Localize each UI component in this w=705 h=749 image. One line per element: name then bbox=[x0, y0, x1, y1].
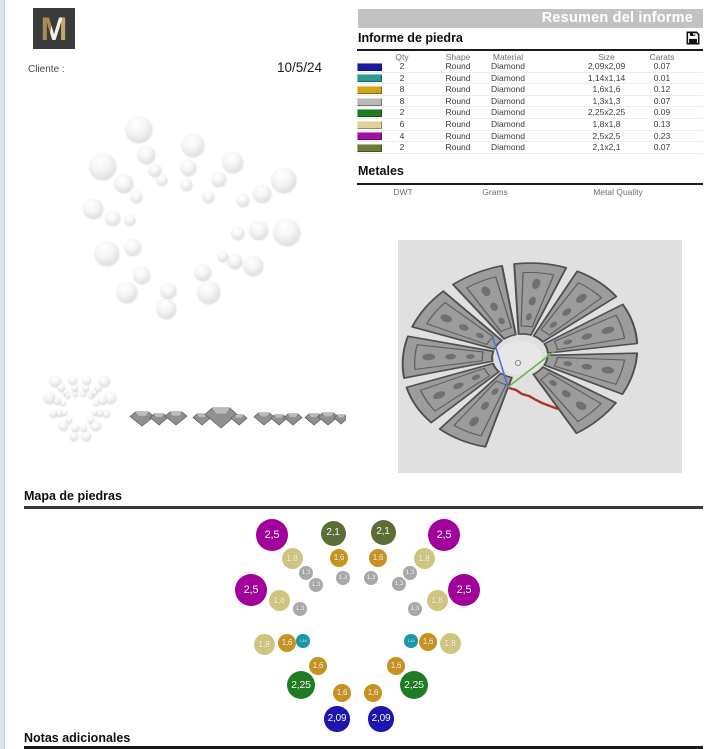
cell-carats: 0.07 bbox=[653, 142, 671, 153]
top-view-stone bbox=[62, 410, 66, 414]
map-stone-1_6: 1,6 bbox=[369, 549, 388, 568]
cell-material: Diamond bbox=[490, 118, 526, 129]
map-stone-1_3: 1,3 bbox=[364, 571, 379, 586]
cell-qty: 4 bbox=[399, 130, 405, 141]
render-stone bbox=[125, 239, 141, 255]
map-stone-2_1: 2,1 bbox=[321, 521, 346, 546]
cell-carats: 0.01 bbox=[653, 72, 671, 83]
cell-qty: 2 bbox=[399, 72, 405, 83]
cell-size: 2,25x2,25 bbox=[587, 107, 626, 118]
render-stone bbox=[181, 179, 192, 190]
cell-size: 2,5x2,5 bbox=[592, 130, 621, 141]
map-stone-2_5: 2,5 bbox=[428, 519, 460, 551]
top-view-stone bbox=[99, 376, 110, 387]
cell-shape: Round bbox=[445, 95, 471, 106]
map-stone-2_09: 2,09 bbox=[324, 706, 349, 731]
cell-shape: Round bbox=[445, 61, 471, 71]
cad-render bbox=[398, 240, 682, 473]
stone-color-swatch bbox=[357, 121, 382, 129]
map-stone-1_3: 1,3 bbox=[336, 571, 351, 586]
top-view-stone bbox=[93, 410, 97, 414]
top-view-stone bbox=[81, 425, 87, 431]
cell-size: 1,6x1,6 bbox=[592, 84, 621, 95]
origin-marker bbox=[515, 360, 520, 365]
map-stone-1_8: 1,8 bbox=[254, 634, 275, 655]
cell-size: 1,14x1,14 bbox=[587, 72, 626, 83]
render-stone bbox=[223, 152, 243, 172]
top-view-stone bbox=[72, 425, 78, 431]
stone-table-row bbox=[357, 131, 703, 143]
map-stone-1_8: 1,8 bbox=[282, 548, 303, 569]
top-view-stone bbox=[50, 410, 57, 417]
render-stone bbox=[274, 219, 300, 245]
top-view-stone bbox=[61, 401, 66, 406]
top-view-stone bbox=[72, 385, 78, 391]
cell-shape: Round bbox=[445, 72, 471, 83]
stone-table-row bbox=[357, 96, 703, 108]
top-view-stone bbox=[99, 397, 106, 404]
map-stone-1_6: 1,6 bbox=[419, 633, 438, 652]
map-stone-1_6: 1,6 bbox=[333, 684, 352, 703]
column-header-size: Size bbox=[598, 52, 615, 62]
map-stone-1_14: 1,14 bbox=[404, 634, 417, 647]
map-stone-1_3: 1,3 bbox=[299, 566, 314, 581]
top-view-stone bbox=[92, 390, 97, 395]
column-header-qty: Qty bbox=[395, 52, 409, 62]
render-stone bbox=[212, 172, 226, 186]
metals-column-header-dwt: DWT bbox=[393, 187, 413, 197]
map-stone-2_25: 2,25 bbox=[287, 671, 315, 699]
map-stone-1_6: 1,6 bbox=[387, 657, 406, 676]
map-stone-2_5: 2,5 bbox=[235, 574, 267, 606]
render-stone bbox=[203, 191, 214, 202]
cell-qty: 8 bbox=[399, 84, 405, 95]
save-icon[interactable] bbox=[686, 31, 700, 45]
stone-color-swatch bbox=[357, 144, 382, 152]
top-view-stone bbox=[69, 376, 77, 384]
render-stone bbox=[181, 160, 196, 175]
cell-carats: 0.07 bbox=[653, 61, 671, 71]
cell-carats: 0.12 bbox=[653, 84, 671, 95]
company-logo bbox=[33, 8, 75, 49]
render-stone bbox=[138, 146, 155, 163]
map-stone-2_09: 2,09 bbox=[368, 706, 393, 731]
cell-size: 2,09x2,09 bbox=[587, 61, 626, 71]
cell-carats: 0.23 bbox=[653, 130, 671, 141]
render-stone bbox=[182, 134, 204, 156]
metals-column-header-grams: Grams bbox=[482, 187, 508, 197]
column-header-material: Material bbox=[492, 52, 524, 62]
map-stone-1_6: 1,6 bbox=[309, 657, 328, 676]
client-label: Cliente : bbox=[28, 64, 65, 75]
cell-carats: 0.09 bbox=[653, 107, 671, 118]
top-view-stone bbox=[63, 390, 68, 395]
render-stone bbox=[218, 251, 228, 261]
top-view-stone bbox=[103, 410, 110, 417]
stone-table-divider bbox=[357, 49, 703, 51]
stone-color-swatch bbox=[357, 74, 382, 82]
stone-table bbox=[357, 61, 703, 154]
top-view-stone bbox=[91, 421, 100, 430]
top-view-stone bbox=[94, 401, 99, 406]
notes-divider bbox=[24, 746, 703, 749]
stone-color-swatch bbox=[357, 109, 382, 117]
cell-material: Diamond bbox=[490, 84, 526, 95]
cell-material: Diamond bbox=[490, 72, 526, 83]
map-stone-1_6: 1,6 bbox=[364, 684, 383, 703]
render-stone bbox=[115, 174, 133, 192]
render-stone bbox=[195, 264, 211, 280]
render-stone bbox=[125, 215, 135, 225]
metals-title: Metales bbox=[358, 164, 404, 178]
report-date: 10/5/24 bbox=[276, 60, 322, 75]
map-stone-2_1: 2,1 bbox=[371, 520, 396, 545]
stone-report-title: Informe de piedra bbox=[358, 31, 463, 45]
stone-table-row bbox=[357, 84, 703, 96]
top-view-stone bbox=[70, 432, 78, 440]
cell-carats: 0.13 bbox=[653, 118, 671, 129]
render-stone bbox=[244, 256, 263, 275]
top-view-stone bbox=[66, 393, 71, 398]
map-stone-1_3: 1,3 bbox=[309, 578, 324, 593]
render-stone bbox=[95, 241, 119, 265]
cell-qty: 2 bbox=[399, 107, 405, 118]
top-view-stone bbox=[97, 410, 103, 416]
stone-color-swatch bbox=[357, 98, 382, 106]
cad-center-hole bbox=[498, 341, 542, 375]
page-edge-strip bbox=[0, 0, 5, 749]
cell-carats: 0.07 bbox=[653, 95, 671, 106]
render-stone bbox=[84, 199, 103, 218]
render-stone bbox=[126, 116, 152, 142]
side-view-render bbox=[126, 404, 346, 438]
top-view-stone bbox=[57, 410, 63, 416]
metals-table-header bbox=[357, 187, 703, 197]
map-stone-2_25: 2,25 bbox=[400, 671, 428, 699]
stone-color-swatch bbox=[357, 86, 382, 94]
render-stone bbox=[272, 168, 296, 192]
stone-color-swatch bbox=[357, 63, 382, 71]
map-stone-1_6: 1,6 bbox=[330, 549, 349, 568]
stone-color-swatch bbox=[357, 132, 382, 140]
cell-shape: Round bbox=[445, 84, 471, 95]
top-view-stone bbox=[88, 417, 94, 423]
render-stone bbox=[232, 227, 244, 239]
cell-size: 1,8x1,8 bbox=[592, 118, 621, 129]
cell-shape: Round bbox=[445, 142, 471, 153]
top-view-stone bbox=[58, 384, 65, 391]
map-stone-1_3: 1,3 bbox=[403, 566, 418, 581]
render-stone bbox=[254, 185, 271, 202]
stone-table-row bbox=[357, 73, 703, 85]
top-view-stone bbox=[95, 384, 102, 391]
top-view-stone bbox=[44, 392, 55, 403]
cell-material: Diamond bbox=[490, 61, 526, 71]
render-stone bbox=[149, 164, 161, 176]
cell-qty: 8 bbox=[399, 95, 405, 106]
column-header-shape: Shape bbox=[445, 52, 471, 62]
render-stone bbox=[198, 281, 220, 303]
render-stone bbox=[117, 282, 137, 302]
logo-letter: M bbox=[40, 10, 68, 47]
top-view-stone bbox=[81, 391, 86, 396]
column-header-carats: Carats bbox=[649, 52, 675, 62]
top-view-stone bbox=[59, 421, 68, 430]
top-view-stone bbox=[54, 397, 61, 404]
map-stone-2_5: 2,5 bbox=[256, 519, 288, 551]
cell-shape: Round bbox=[445, 107, 471, 118]
render-stone bbox=[157, 175, 167, 185]
render-stone bbox=[157, 299, 176, 318]
notes-title: Notas adicionales bbox=[24, 731, 131, 745]
stone-table-row bbox=[357, 61, 703, 73]
cell-size: 2,1x2,1 bbox=[592, 142, 621, 153]
cell-qty: 2 bbox=[399, 142, 405, 153]
top-view-stone bbox=[83, 376, 91, 384]
cell-shape: Round bbox=[445, 130, 471, 141]
cell-size: 1,3x1,3 bbox=[592, 95, 621, 106]
top-view-stone bbox=[83, 385, 89, 391]
cell-material: Diamond bbox=[490, 130, 526, 141]
metals-divider bbox=[357, 183, 703, 185]
render-stone bbox=[237, 194, 249, 206]
top-view-stone bbox=[105, 392, 116, 403]
map-stone-1_3: 1,3 bbox=[408, 602, 423, 617]
map-stone-1_14: 1,14 bbox=[296, 634, 309, 647]
stone-table-row bbox=[357, 119, 703, 131]
map-stone-1_3: 1,3 bbox=[392, 577, 407, 592]
render-stone bbox=[106, 211, 120, 225]
report-banner bbox=[358, 9, 703, 28]
banner-title: Resumen del informe bbox=[541, 10, 693, 26]
render-stone bbox=[161, 283, 176, 298]
render-stone bbox=[131, 191, 142, 202]
cell-shape: Round bbox=[445, 118, 471, 129]
map-stone-1_6: 1,6 bbox=[278, 634, 297, 653]
map-stone-1_8: 1,8 bbox=[440, 633, 461, 654]
cell-qty: 2 bbox=[399, 61, 405, 71]
stone-map-title: Mapa de piedras bbox=[24, 489, 122, 503]
top-view-stone bbox=[50, 376, 61, 387]
top-view-stone bbox=[66, 417, 72, 423]
map-stone-2_5: 2,5 bbox=[448, 574, 480, 606]
render-stone bbox=[90, 153, 116, 179]
map-stone-1_8: 1,8 bbox=[269, 590, 290, 611]
stone-table-row bbox=[357, 107, 703, 119]
top-view-stone bbox=[73, 391, 78, 396]
stone-map-divider bbox=[24, 506, 703, 509]
render-stone bbox=[134, 267, 150, 283]
render-stone bbox=[228, 254, 242, 268]
top-view-stone bbox=[89, 393, 94, 398]
map-stone-1_8: 1,8 bbox=[414, 548, 435, 569]
render-stone bbox=[250, 221, 268, 239]
top-view-stone bbox=[82, 432, 90, 440]
stone-table-row bbox=[357, 142, 703, 154]
map-stone-1_3: 1,3 bbox=[293, 602, 308, 617]
map-stone-1_8: 1,8 bbox=[427, 590, 448, 611]
cell-material: Diamond bbox=[490, 107, 526, 118]
cell-material: Diamond bbox=[490, 142, 526, 153]
metals-column-header-metal-quality: Metal Quality bbox=[593, 187, 643, 197]
cell-qty: 6 bbox=[399, 118, 405, 129]
cell-material: Diamond bbox=[490, 95, 526, 106]
